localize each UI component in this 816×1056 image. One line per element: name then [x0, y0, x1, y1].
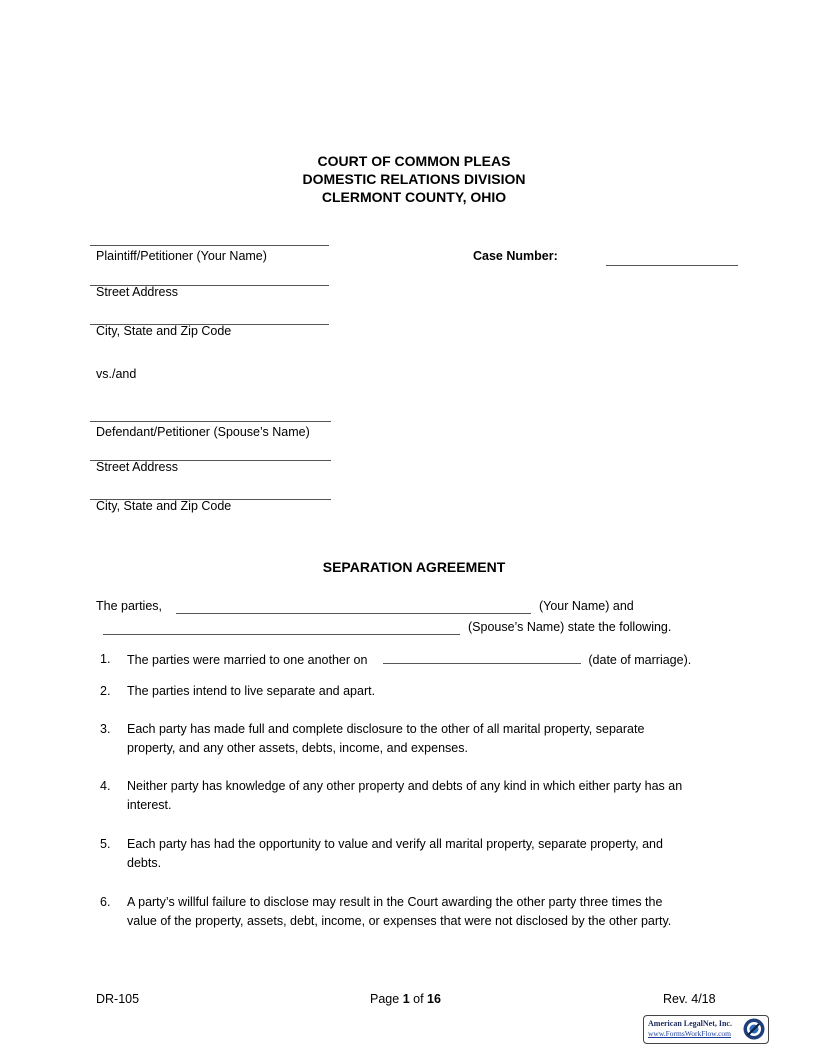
parties-intro: The parties,: [96, 599, 163, 613]
marriage-date-line[interactable]: [383, 650, 581, 664]
defendant-label: Defendant/Petitioner (Spouse’s Name): [96, 425, 310, 439]
spouse-name-label: (Spouse’s Name) state the following.: [468, 620, 672, 634]
publisher-badge[interactable]: [643, 1015, 769, 1044]
item-text: The parties were married to one another on: [127, 653, 368, 667]
page-of: of: [413, 992, 424, 1006]
plaintiff-street-label: Street Address: [96, 285, 178, 299]
revision-label: Rev. 4/18: [663, 992, 716, 1006]
item-number: 1.: [100, 652, 111, 666]
item-text: value of the property, assets, debt, income, or expenses that were not disclosed by the other party.: [127, 914, 672, 928]
your-name-line[interactable]: [176, 613, 531, 614]
item-text: Each party has made full and complete disclosure to the other of all marital property, separate: [127, 722, 645, 736]
item-text-suffix: (date of marriage).: [588, 653, 692, 667]
publisher-name: American LegalNet, Inc.: [648, 1019, 732, 1028]
globe-logo-icon: [742, 1017, 766, 1041]
versus-label: vs./and: [96, 367, 137, 381]
item-number: 3.: [100, 722, 111, 736]
item-text: debts.: [127, 856, 162, 870]
page-prefix: Page: [370, 992, 400, 1006]
form-id: DR-105: [96, 992, 140, 1006]
county-name: CLERMONT COUNTY, OHIO: [321, 189, 507, 205]
court-name: COURT OF COMMON PLEAS: [317, 153, 511, 169]
item-text: Neither party has knowledge of any other property and debts of any kind in which either party has an: [127, 779, 683, 793]
spouse-name-line[interactable]: [103, 634, 460, 635]
item-text: property, and any other assets, debts, income, and expenses.: [127, 741, 468, 755]
item-text: A party’s willful failure to disclose may result in the Court awarding the other party three times the: [127, 895, 663, 909]
case-number-label: Case Number:: [473, 249, 558, 263]
page-indicator: [370, 992, 441, 1006]
item-text: interest.: [127, 798, 172, 812]
item-number: 5.: [100, 837, 111, 851]
plaintiff-label: Plaintiff/Petitioner (Your Name): [96, 249, 267, 263]
defendant-name-line[interactable]: [90, 421, 331, 422]
document-title: SEPARATION AGREEMENT: [322, 559, 506, 575]
plaintiff-name-line[interactable]: [90, 245, 329, 246]
your-name-label: (Your Name) and: [539, 599, 634, 613]
publisher-link[interactable]: www.FormsWorkFlow.com: [648, 1029, 732, 1038]
page-current: 1: [402, 992, 410, 1006]
plaintiff-city-label: City, State and Zip Code: [96, 324, 232, 338]
item-number: 2.: [100, 684, 111, 698]
item-text: The parties intend to live separate and apart.: [127, 684, 376, 698]
item-number: 6.: [100, 895, 111, 909]
division-name: DOMESTIC RELATIONS DIVISION: [302, 171, 526, 187]
page-total: 16: [427, 992, 441, 1006]
case-number-line[interactable]: [606, 265, 738, 266]
item-text: Each party has had the opportunity to value and verify all marital property, separate property, and: [127, 837, 663, 851]
defendant-street-label: Street Address: [96, 460, 178, 474]
item-number: 4.: [100, 779, 111, 793]
defendant-city-label: City, State and Zip Code: [96, 499, 232, 513]
